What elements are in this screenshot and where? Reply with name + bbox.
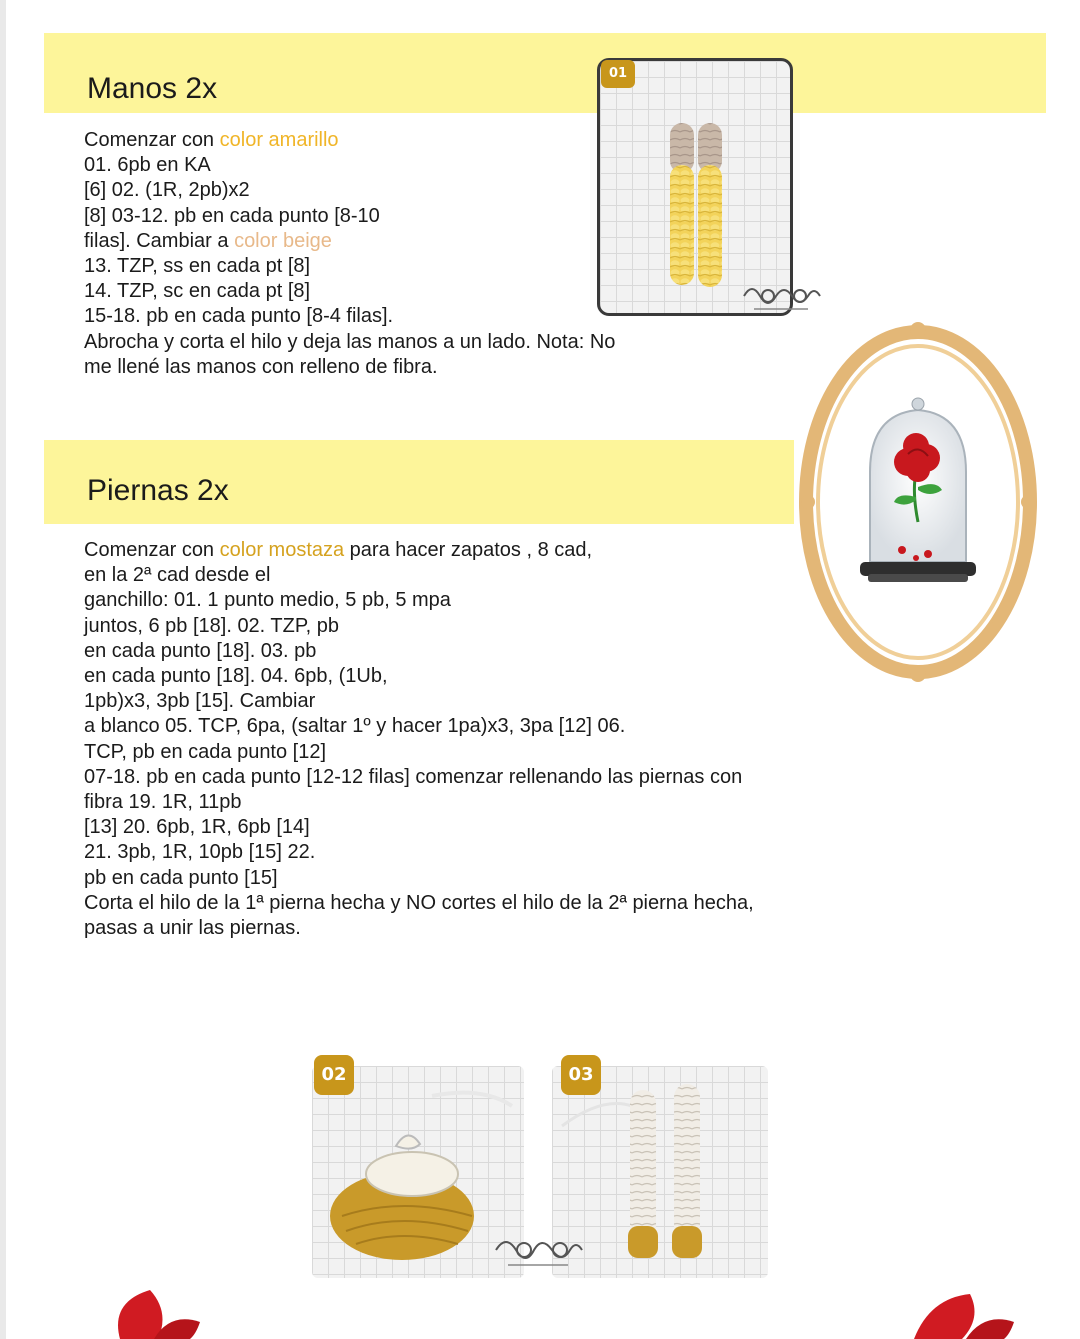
step-badge-01: 01 — [601, 60, 635, 88]
piernas-instruction-line: en la 2ª cad desde el — [84, 564, 271, 587]
piernas-instruction-line: a blanco 05. TCP, 6pa, (saltar 1º y hacer 1pa)x3, 3pa [12] 06. — [84, 715, 626, 738]
line-text: para hacer zapatos , 8 cad, — [344, 539, 593, 561]
rose-petal-decoration-left — [100, 1282, 210, 1339]
instructions-piernas — [84, 538, 754, 941]
piernas-instruction-line: 07-18. pb en cada punto [12-12 filas] comenzar rellenando las piernas con — [84, 765, 743, 788]
piernas-instruction-line — [84, 538, 754, 563]
line-text: filas]. Cambiar a — [84, 229, 235, 252]
piernas-instruction-line: pb en cada punto [15] — [84, 866, 278, 889]
manos-instruction-line: 01. 6pb en KA — [84, 154, 211, 177]
instructions-manos — [84, 128, 615, 380]
manos-instruction-line — [84, 229, 615, 254]
piernas-instruction-line: TCP, pb en cada punto [12] — [84, 740, 327, 763]
piernas-instruction-line: pasas a unir las piernas. — [84, 917, 301, 940]
manos-instruction-line: [6] 02. (1R, 2pb)x2 — [84, 179, 250, 202]
line-text: Comenzar con — [84, 539, 220, 561]
piernas-instruction-line: fibra 19. 1R, 11pb — [84, 791, 242, 814]
brand-logo-watermark — [738, 276, 824, 316]
piernas-instruction-line: Corta el hilo de la 1ª pierna hecha y NO cortes el hilo de la 2ª pierna hecha, — [84, 891, 754, 914]
piernas-instruction-line: 21. 3pb, 1R, 10pb [15] 22. — [84, 841, 316, 864]
piernas-instruction-line: [13] 20. 6pb, 1R, 6pb [14] — [84, 816, 310, 839]
manos-instruction-line: [8] 03-12. pb en cada punto [8-10 — [84, 204, 380, 227]
piernas-instruction-line: ganchillo: 01. 1 punto medio, 5 pb, 5 mpa — [84, 589, 451, 612]
piernas-instruction-line: juntos, 6 pb [18]. 02. TZP, pb — [84, 614, 339, 637]
color-name-highlight: color mostaza — [219, 539, 345, 561]
manos-instruction-line: me llené las manos con relleno de fibra. — [84, 355, 438, 378]
section-title-piernas: Piernas 2x — [87, 474, 229, 507]
manos-instruction-line — [84, 128, 615, 153]
manos-instruction-line: 13. TZP, ss en cada pt [8] — [84, 255, 311, 278]
line-text: Comenzar con — [84, 129, 220, 151]
step-badge-02: 02 — [314, 1055, 354, 1095]
step-badge-03: 03 — [561, 1055, 601, 1095]
piernas-instruction-line: en cada punto [18]. 03. pb — [84, 639, 317, 662]
rose-oval-frame-illustration — [798, 322, 1038, 682]
color-name-highlight: color amarillo — [219, 129, 339, 151]
color-name-highlight: color beige — [234, 229, 332, 252]
section-title-manos: Manos 2x — [87, 72, 218, 105]
manos-instruction-line: 15-18. pb en cada punto [8-4 filas]. — [84, 305, 394, 328]
piernas-instruction-line: 1pb)x3, 3pb [15]. Cambiar — [84, 690, 316, 713]
piernas-instruction-line: en cada punto [18]. 04. 6pb, (1Ub, — [84, 665, 388, 688]
rose-petal-decoration-right — [900, 1288, 1020, 1339]
manos-instruction-line: Abrocha y corta el hilo y deja las manos a un lado. Nota: No — [84, 330, 616, 353]
page-edge — [0, 0, 6, 1339]
manos-instruction-line: 14. TZP, sc en cada pt [8] — [84, 280, 311, 303]
brand-logo-watermark-bottom — [490, 1228, 586, 1272]
